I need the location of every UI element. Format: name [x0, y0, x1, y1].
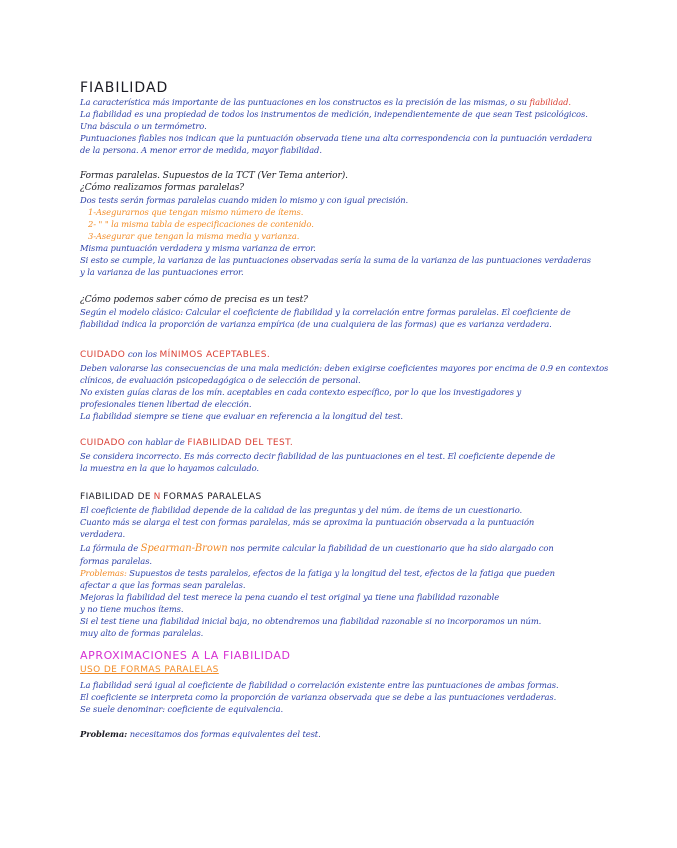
minimos-line-3: No existen guías claras de los mín. aceptables en cada contexto específico, por lo que los investigadores y	[80, 387, 522, 397]
formula-text-2: nos permite calcular la fiabilidad de un cuestionario que ha sido alargado con	[230, 543, 554, 553]
problemas-text: Supuestos de tests paralelos, efectos de la fatiga y la longitud del test, efectos de la fatiga que pueden	[129, 568, 555, 578]
nformas-line-8: Mejoras la fiabilidad del test merece la pena cuando el test original ya tiene una fiabilidad razonable	[80, 592, 500, 602]
precisa-line-1: Según el modelo clásico: Calcular el coeficiente de fiabilidad y la correlación entre formas paralelas. El coeficiente de	[80, 307, 571, 317]
formas-option-1: 1-Asegurarnos que tengan mismo número de ítems.	[88, 207, 304, 217]
page-title: FIABILIDAD	[80, 80, 169, 96]
aprox-line-2: El coeficiente se interpreta como la proporción de varianza observada que se debe a las puntuaciones verdaderas.	[80, 692, 557, 702]
cuidado-label-2: CUIDADO	[80, 438, 126, 448]
nformas-line-3: verdadera.	[80, 529, 126, 539]
intro-line-5: de la persona. A menor error de medida, mayor fiabilidad.	[80, 145, 322, 155]
formas-line-3: Si esto se cumple, la varianza de las puntuaciones observadas sería la suma de la varianza de las puntuaciones verdaderas	[80, 255, 591, 265]
fiabilidad-highlight: fiabilidad.	[529, 97, 571, 107]
nformas-line-7: afectar a que las formas sean paralelas.	[80, 580, 246, 590]
formas-heading: Formas paralelas. Supuestos de la TCT (Ver Tema anterior).	[80, 171, 348, 181]
aprox-line-3: Se suele denominar: coeficiente de equivalencia.	[80, 704, 284, 714]
problema-line	[80, 728, 321, 740]
nformas-heading	[80, 490, 262, 503]
intro-line-3: Una báscula o un termómetro.	[80, 121, 207, 131]
intro-line-4: Puntuaciones fiables nos indican que la puntuación observada tiene una alta correspondencia con la puntuación verdadera	[80, 133, 592, 143]
formas-option-2: 2- " " la misma tabla de especificaciones de contenido.	[88, 219, 314, 229]
formas-paralelas-label: FORMAS PARALELAS	[163, 492, 262, 502]
nformas-line-5: formas paralelas.	[80, 556, 152, 566]
minimos-label: MÍNIMOS ACEPTABLES.	[159, 350, 271, 360]
minimos-heading	[80, 348, 270, 361]
minimos-line-4: profesionales tienen libertad de elección.	[80, 399, 252, 409]
aproximaciones-title: APROXIMACIONES A LA FIABILIDAD	[80, 649, 291, 662]
intro-line-1	[80, 96, 571, 108]
hablar-line-2: la muestra en la que lo hayamos calculado.	[80, 463, 259, 473]
uso-formas-subtitle: USO DE FORMAS PARALELAS	[80, 665, 219, 675]
formas-question: ¿Cómo realizamos formas paralelas?	[80, 183, 244, 193]
minimos-line-1: Deben valorarse las consecuencias de una mala medición: deben exigirse coeficientes mayores por encima de 0.9 en contextos	[80, 363, 609, 373]
nformas-line-11: muy alto de formas paralelas.	[80, 628, 204, 638]
formas-line-2: Misma puntuación verdadera y misma varianza de error.	[80, 243, 316, 253]
precisa-line-2: fiabilidad indica la proporción de varianza empírica (de una cualquiera de las formas) que es varianza verdadera.	[80, 319, 552, 329]
formas-option-3: 3-Asegurar que tengan la misma media y varianza.	[88, 231, 300, 241]
nformas-line-2: Cuanto más se alarga el test con formas paralelas, más se aproxima la puntuación observada a la puntuación	[80, 517, 535, 527]
problema-label: Problema:	[80, 729, 128, 739]
nformas-line-10: Si el test tiene una fiabilidad inicial baja, no obtendremos una fiabilidad razonable si no incorporamos un núm.	[80, 616, 542, 626]
nformas-line-9: y no tiene muchos ítems.	[80, 604, 184, 614]
minimos-connector: con los	[127, 349, 157, 359]
aprox-line-1: La fiabilidad será igual al coeficiente de fiabilidad o correlación existente entre las puntuaciones de ambas formas.	[80, 680, 559, 690]
fiabilidad-test-label: FIABILIDAD DEL TEST.	[187, 438, 294, 448]
minimos-line-2: clínicos, de evaluación psicopedagógica o de selección de personal.	[80, 375, 361, 385]
precisa-question: ¿Cómo podemos saber cómo de precisa es un test?	[80, 295, 308, 305]
nformas-line-1: El coeficiente de fiabilidad depende de la calidad de las preguntas y del núm. de ítems de un cuestionario.	[80, 505, 523, 515]
formas-line-1: Dos tests serán formas paralelas cuando miden lo mismo y con igual precisión.	[80, 195, 409, 205]
nformas-line-6	[80, 567, 555, 579]
nformas-line-4	[80, 542, 554, 555]
nformas-label: FIABILIDAD DE	[80, 492, 152, 502]
hablar-connector: con hablar de	[127, 437, 185, 447]
formula-text: La fórmula de	[80, 543, 139, 553]
spearman-brown-highlight: Spearman-Brown	[140, 543, 228, 554]
intro-line-2: La fiabilidad es una propiedad de todos los instrumentos de medición, independientemente de que sean Test psicológicos.	[80, 109, 588, 119]
problema-text: necesitamos dos formas equivalentes del test.	[129, 729, 321, 739]
formas-line-4: y la varianza de las puntuaciones error.	[80, 267, 244, 277]
minimos-line-5: La fiabilidad siempre se tiene que evaluar en referencia a la longitud del test.	[80, 411, 403, 421]
cuidado-label: CUIDADO	[80, 350, 126, 360]
problemas-label: Problemas:	[80, 568, 127, 578]
intro-text: La característica más importante de las puntuaciones en los constructos es la precisión de las mismas, o su	[80, 97, 527, 107]
hablar-line-1: Se considera incorrecto. Es más correcto decir fiabilidad de las puntuaciones en el test. El coeficiente depende de	[80, 451, 556, 461]
hablar-heading	[80, 436, 293, 449]
n-label: N	[153, 492, 161, 502]
